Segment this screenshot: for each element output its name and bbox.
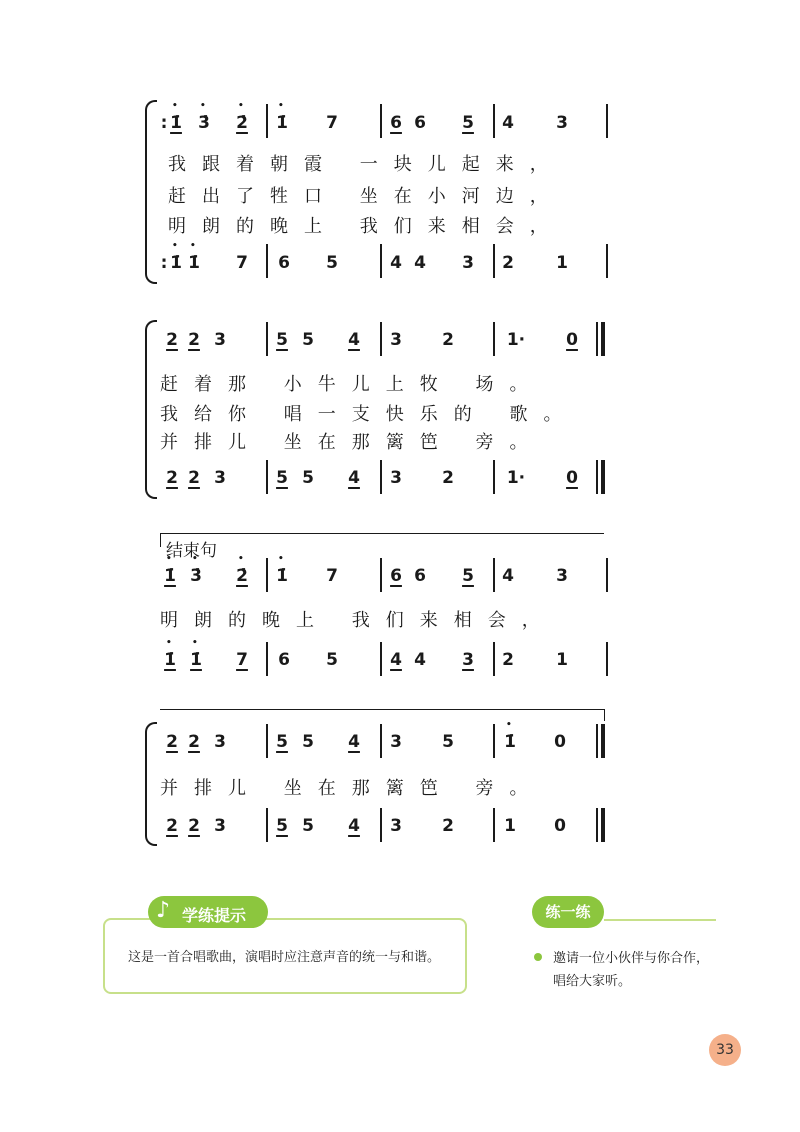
practice-text-2: 唱给大家听。	[553, 974, 632, 989]
bullet-icon	[534, 953, 542, 961]
practice-text-1: 邀请一位小伙伴与你合作，	[553, 951, 710, 966]
lyric-line: 并排儿 坐在那篱笆 旁。	[160, 432, 544, 453]
tips-title: 学练提示	[182, 906, 247, 925]
lyric-line: 我跟着朝霞 一块儿起来，	[168, 154, 564, 175]
page-number: 33	[709, 1034, 741, 1066]
practice-tab: 练一练	[532, 896, 604, 928]
tips-tab	[148, 896, 268, 928]
system-brace	[145, 722, 157, 846]
lyric-line: 赶出了牲口 坐在小河边，	[168, 186, 564, 207]
ending-label: 结束句	[166, 541, 217, 561]
system-brace	[145, 320, 157, 499]
tips-text: 这是一首合唱歌曲，演唱时应注意声音的统一与和谐。	[128, 950, 441, 965]
lyric-line: 明朗的晚上 我们来相会，	[168, 216, 564, 237]
lyric-line: 赶着那 小牛儿上牧 场。	[160, 374, 544, 395]
music-note-icon: ♪	[156, 898, 171, 923]
lyric-line: 我给你 唱一支快乐的 歌。	[160, 404, 578, 425]
lyric-line: 明朗的晚上 我们来相会，	[160, 610, 556, 631]
lyric-line: 并排儿 坐在那篱笆 旁。	[160, 778, 544, 799]
